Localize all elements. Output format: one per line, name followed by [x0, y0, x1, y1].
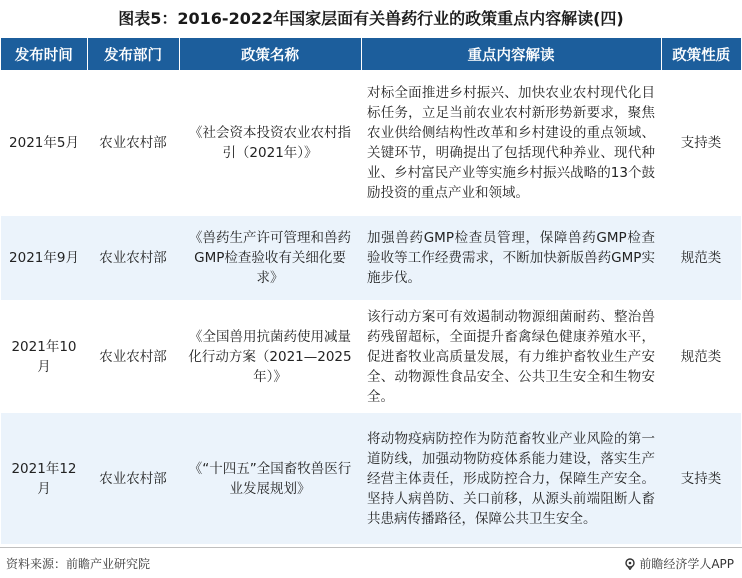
cell-date: 2021年12月: [1, 413, 87, 545]
cell-dept: 农业农村部: [87, 413, 179, 545]
cell-key-content: 加强兽药GMP检查员管理，保障兽药GMP检查验收等工作经费需求，不断加快新版兽药GMP实施步伐。: [361, 216, 661, 301]
cell-dept: 农业农村部: [87, 71, 179, 216]
cell-date: 2021年10月: [1, 301, 87, 413]
location-pin-icon: [624, 558, 636, 570]
header-policy-nature: 政策性质: [661, 38, 741, 71]
brand-credit: [624, 555, 734, 572]
cell-dept: 农业农村部: [87, 216, 179, 301]
cell-date: 2021年9月: [1, 216, 87, 301]
cell-policy-nature: 规范类: [661, 301, 741, 413]
brand-name: 前瞻经济学人APP: [639, 557, 734, 571]
cell-policy-nature: 规范类: [661, 216, 741, 301]
cell-policy-name: 《全国兽用抗菌药使用减量化行动方案（2021—2025年）》: [179, 301, 361, 413]
cell-key-content: 该行动方案可有效遏制动物源细菌耐药、整治兽药残留超标，全面提升畜禽绿色健康养殖水平，促进畜牧业高质量发展，有力维护畜牧业生产安全、动物源性食品安全、公共卫生安全和生物安全。: [361, 301, 661, 413]
table-row: [1, 413, 741, 545]
table-row: [1, 71, 741, 216]
table-row: [1, 216, 741, 301]
cell-date: 2021年5月: [1, 71, 87, 216]
cell-policy-nature: 支持类: [661, 71, 741, 216]
chart-title: 图表5：2016-2022年国家层面有关兽药行业的政策重点内容解读(四): [118, 9, 624, 28]
header-date: 发布时间: [1, 38, 87, 71]
footer: [0, 547, 742, 578]
header-key-content: 重点内容解读: [361, 38, 661, 71]
source-note: 资料来源：前瞻产业研究院: [6, 557, 151, 571]
cell-policy-name: 《兽药生产许可管理和兽药GMP检查验收有关细化要求》: [179, 216, 361, 301]
table-header-row: [1, 38, 741, 71]
table-row: [1, 301, 741, 413]
cell-policy-name: 《“十四五”全国畜牧兽医行业发展规划》: [179, 413, 361, 545]
cell-policy-name: 《社会资本投资农业农村指引（2021年）》: [179, 71, 361, 216]
cell-key-content: 对标全面推进乡村振兴、加快农业农村现代化目标任务，立足当前农业农村新形势新要求，聚焦农业供给侧结构性改革和乡村建设的重点领域、关键环节，明确提出了包括现代种养业、现代种业、乡村富民产业等实施乡村振兴战略的13个鼓励投资的重点产业和领域。: [361, 71, 661, 216]
header-dept: 发布部门: [87, 38, 179, 71]
cell-dept: 农业农村部: [87, 301, 179, 413]
cell-key-content: 将动物疫病防控作为防范畜牧业产业风险的第一道防线，加强动物防疫体系能力建设，落实生产经营主体责任，形成防控合力，保障生产安全。坚持人病兽防、关口前移，从源头前端阻断人畜共患病传播路径，保障公共卫生安全。: [361, 413, 661, 545]
header-policy-name: 政策名称: [179, 38, 361, 71]
cell-policy-nature: 支持类: [661, 413, 741, 545]
policy-table: [1, 38, 741, 544]
